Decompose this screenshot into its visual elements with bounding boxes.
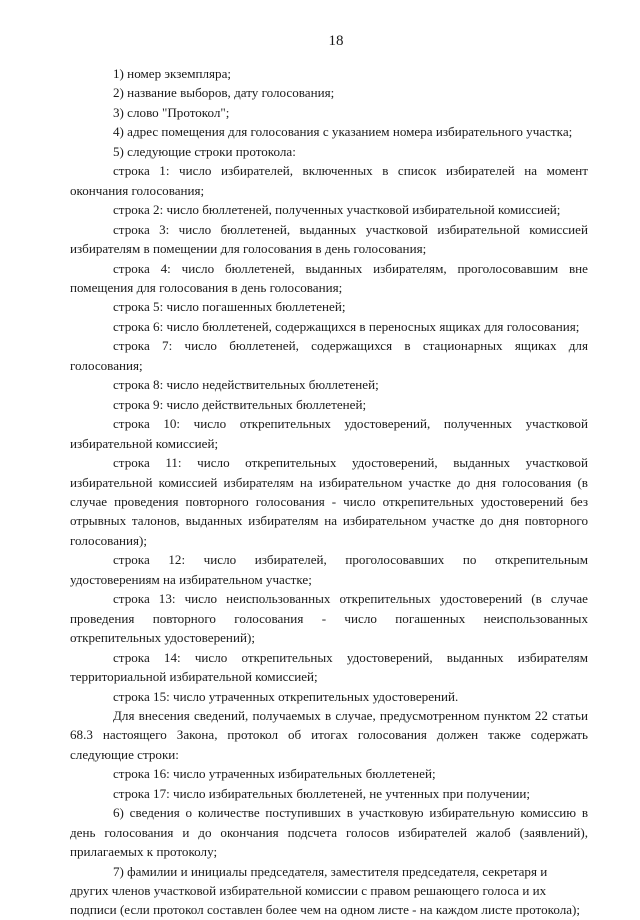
protocol-line: строка 2: число бюллетеней, полученных участковой избирательной комиссией; [113, 202, 561, 218]
protocol-line: строка 10: число открепительных удостоверений, полученных участковой избирательной комиссией; [70, 416, 588, 451]
list-item: 1) номер экземпляра; [113, 66, 232, 81]
protocol-line: строка 11: число открепительных удостоверений, выданных участковой избирательной комиссией избирателям на избирательном участке до дня голосования (в случае проведения повторного голосования - число открепительных удостоверений без отрывных талонов, выданных избирателям на избирательном участке до дня повторного голосования); [70, 455, 588, 548]
body-paragraph: Для внесения сведений, получаемых в случае, предусмотренном пунктом 22 статьи 68.3 настоящего Закона, протокол об итогах голосования должен также содержать следующие строки: [70, 707, 588, 762]
protocol-line: строка 7: число бюллетеней, содержащихся в стационарных ящиках для голосования; [70, 338, 588, 373]
list-item: 2) название выборов, дату голосования; [113, 85, 335, 101]
protocol-line: строка 14: число открепительных удостоверений, выданных избирателям территориальной избирательной комиссией; [70, 649, 588, 685]
protocol-line: строка 8: число недействительных бюллетеней; [113, 377, 379, 393]
protocol-line: строка 1: число избирателей, включенных в список избирателей на момент окончания голосования; [70, 163, 588, 198]
list-item: 7) фамилии и инициалы председателя, заместителя председателя, секретаря и других членов участковой избирательной комиссии с правом решающего голоса и их подписи (если протокол составлен более чем на одном листе - на каждом листе протокола); [70, 863, 581, 918]
protocol-line: строка 6: число бюллетеней, содержащихся в переносных ящиках для голосования; [113, 318, 580, 334]
list-item: 4) адрес помещения для голосования с указанием номера избирательного участка; [113, 124, 573, 140]
protocol-line: строка 9: число действительных бюллетеней; [113, 396, 367, 412]
list-item: 3) слово "Протокол"; [113, 104, 230, 120]
protocol-line: строка 17: число избирательных бюллетеней, не учтенных при получении; [113, 785, 530, 801]
body-text [70, 64, 588, 920]
protocol-line: строка 3: число бюллетеней, выданных участковой избирательной комиссией избирателям в помещении для голосования в день голосования; [70, 221, 588, 257]
protocol-line: строка 5: число погашенных бюллетеней; [113, 299, 346, 315]
protocol-line: строка 12: число избирателей, проголосовавших по открепительным удостоверениям на избирательном участке; [70, 552, 588, 587]
list-item: 5) следующие строки протокола: [113, 143, 296, 159]
protocol-line: строка 15: число утраченных открепительных удостоверений. [113, 688, 459, 704]
protocol-line: строка 4: число бюллетеней, выданных избирателям, проголосовавшим вне помещения для голосования в день голосования; [70, 260, 588, 295]
protocol-line: строка 13: число неиспользованных открепительных удостоверений (в случае проведения повторного голосования - число погашенных неиспользованных открепительных удостоверений); [70, 591, 588, 646]
page-number: 18 [328, 33, 344, 49]
protocol-line: строка 16: число утраченных избирательных бюллетеней; [113, 766, 436, 782]
list-item: 6) сведения о количестве поступивших в участковую избирательную комиссию в день голосования и до окончания подсчета голосов избирателей жалоб (заявлений), прилагаемых к протоколу; [70, 805, 588, 860]
